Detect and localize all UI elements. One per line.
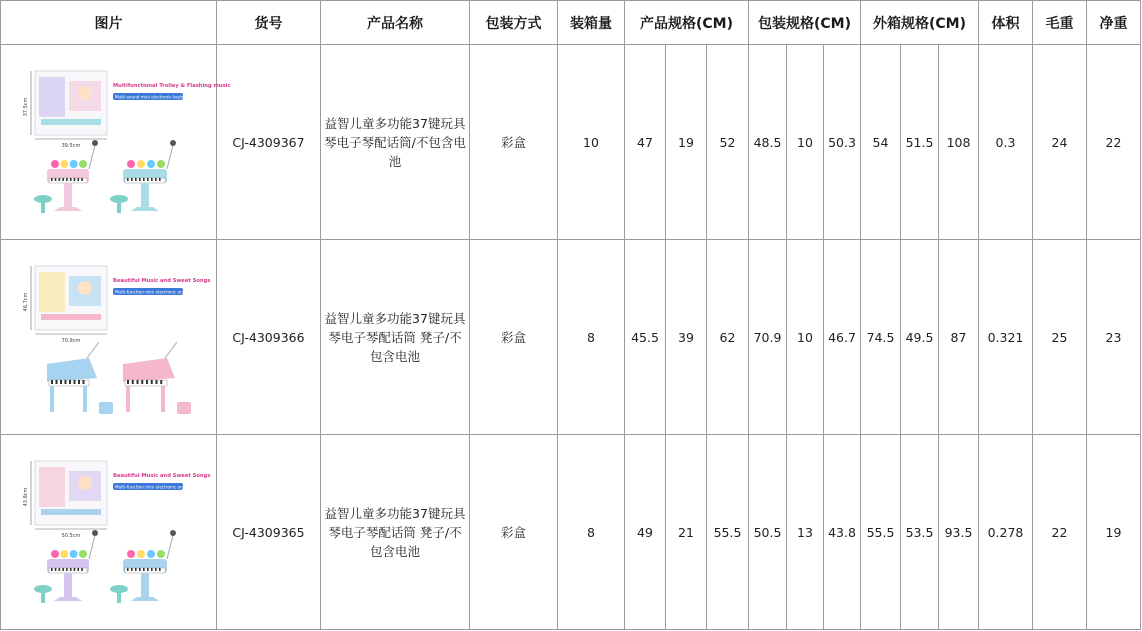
carton-height: 87: [939, 240, 979, 435]
col-net-weight-header: 净重: [1087, 1, 1141, 45]
box-banner-title: Multifunctional Trolley & Flashing music: [112, 83, 231, 89]
gross-weight-value: 24: [1033, 45, 1087, 240]
box-height-label: 37.5cm: [22, 97, 29, 117]
product-name: 益智儿童多功能37键玩具琴电子琴配话筒/不包含电池: [321, 45, 470, 240]
product-height: 55.5: [707, 435, 749, 630]
package-width: 10: [787, 45, 824, 240]
box-banner-subtitle: Multi-sound mini electronic keyboard: [114, 94, 193, 100]
gross-weight-value: 25: [1033, 240, 1087, 435]
carton-height: 93.5: [939, 435, 979, 630]
carton-length: 74.5: [861, 240, 901, 435]
package-length: 48.5: [749, 45, 787, 240]
product-length: 47: [625, 45, 666, 240]
item-number: CJ-4309365: [217, 435, 321, 630]
volume-value: 0.278: [979, 435, 1033, 630]
carton-length: 55.5: [861, 435, 901, 630]
product-photo: [19, 252, 210, 422]
toy-piano: [123, 342, 191, 414]
product-width: 19: [666, 45, 707, 240]
box-width-label: 50.5cm: [61, 533, 80, 539]
box-banner-subtitle: Multi-function mini electronic organ: [114, 484, 190, 490]
package-width: 13: [787, 435, 824, 630]
table-row: [1, 45, 1141, 240]
carton-quantity: 10: [558, 45, 625, 240]
carton-width: 51.5: [901, 45, 939, 240]
package-height: 46.7: [824, 240, 861, 435]
carton-height: 108: [939, 45, 979, 240]
package-length: 50.5: [749, 435, 787, 630]
toy-piano: [34, 530, 98, 603]
net-weight-value: 23: [1087, 240, 1141, 435]
col-volume-header: 体积: [979, 1, 1033, 45]
product-width: 39: [666, 240, 707, 435]
product-image-cell: [1, 240, 217, 435]
product-length: 49: [625, 435, 666, 630]
item-number: CJ-4309367: [217, 45, 321, 240]
packaging-type: 彩盒: [470, 45, 558, 240]
box-height-label: 43.8cm: [22, 487, 29, 507]
product-height: 62: [707, 240, 749, 435]
box-width-label: 70.9cm: [61, 338, 80, 344]
box-banner-subtitle: Multi-function mini electronic organ: [114, 289, 190, 295]
carton-width: 53.5: [901, 435, 939, 630]
item-number: CJ-4309366: [217, 240, 321, 435]
product-length: 45.5: [625, 240, 666, 435]
carton-quantity: 8: [558, 240, 625, 435]
box-width-label: 39.5cm: [61, 143, 80, 149]
col-image-header: 图片: [1, 1, 217, 45]
carton-length: 54: [861, 45, 901, 240]
toy-piano: [110, 140, 176, 213]
header-row: [1, 1, 1141, 45]
gross-weight-value: 22: [1033, 435, 1087, 630]
box-height-label: 46.7cm: [22, 292, 29, 312]
col-gross-weight-header: 毛重: [1033, 1, 1087, 45]
col-product-size-header: 产品规格(CM): [625, 1, 749, 45]
col-carton-size-header: 外箱规格(CM): [861, 1, 979, 45]
net-weight-value: 19: [1087, 435, 1141, 630]
col-item-no-header: 货号: [217, 1, 321, 45]
package-length: 70.9: [749, 240, 787, 435]
packaging-type: 彩盒: [470, 240, 558, 435]
toy-piano: [34, 140, 98, 213]
col-product-name-header: 产品名称: [321, 1, 470, 45]
product-photo: [19, 447, 210, 617]
table-row: [1, 435, 1141, 630]
col-packaging-header: 包装方式: [470, 1, 558, 45]
product-photo: [19, 57, 231, 227]
table-body: [1, 45, 1141, 630]
product-name: 益智儿童多功能37键玩具琴电子琴配话筒 凳子/不包含电池: [321, 240, 470, 435]
net-weight-value: 22: [1087, 45, 1141, 240]
volume-value: 0.3: [979, 45, 1033, 240]
package-width: 10: [787, 240, 824, 435]
box-banner-title: Beautiful Music and Sweet Songs: [112, 473, 210, 479]
carton-quantity: 8: [558, 435, 625, 630]
product-image-cell: [1, 45, 231, 240]
packaging-type: 彩盒: [470, 435, 558, 630]
col-qty-header: 装箱量: [558, 1, 625, 45]
package-height: 43.8: [824, 435, 861, 630]
package-height: 50.3: [824, 45, 861, 240]
box-banner-title: Beautiful Music and Sweet Songs: [112, 278, 210, 284]
volume-value: 0.321: [979, 240, 1033, 435]
toy-piano: [47, 342, 113, 414]
product-width: 21: [666, 435, 707, 630]
product-image-cell: [1, 435, 217, 630]
product-name: 益智儿童多功能37键玩具琴电子琴配话筒 凳子/不包含电池: [321, 435, 470, 630]
carton-width: 49.5: [901, 240, 939, 435]
product-height: 52: [707, 45, 749, 240]
toy-piano: [110, 530, 176, 603]
col-package-size-header: 包装规格(CM): [749, 1, 861, 45]
table-row: [1, 240, 1141, 435]
